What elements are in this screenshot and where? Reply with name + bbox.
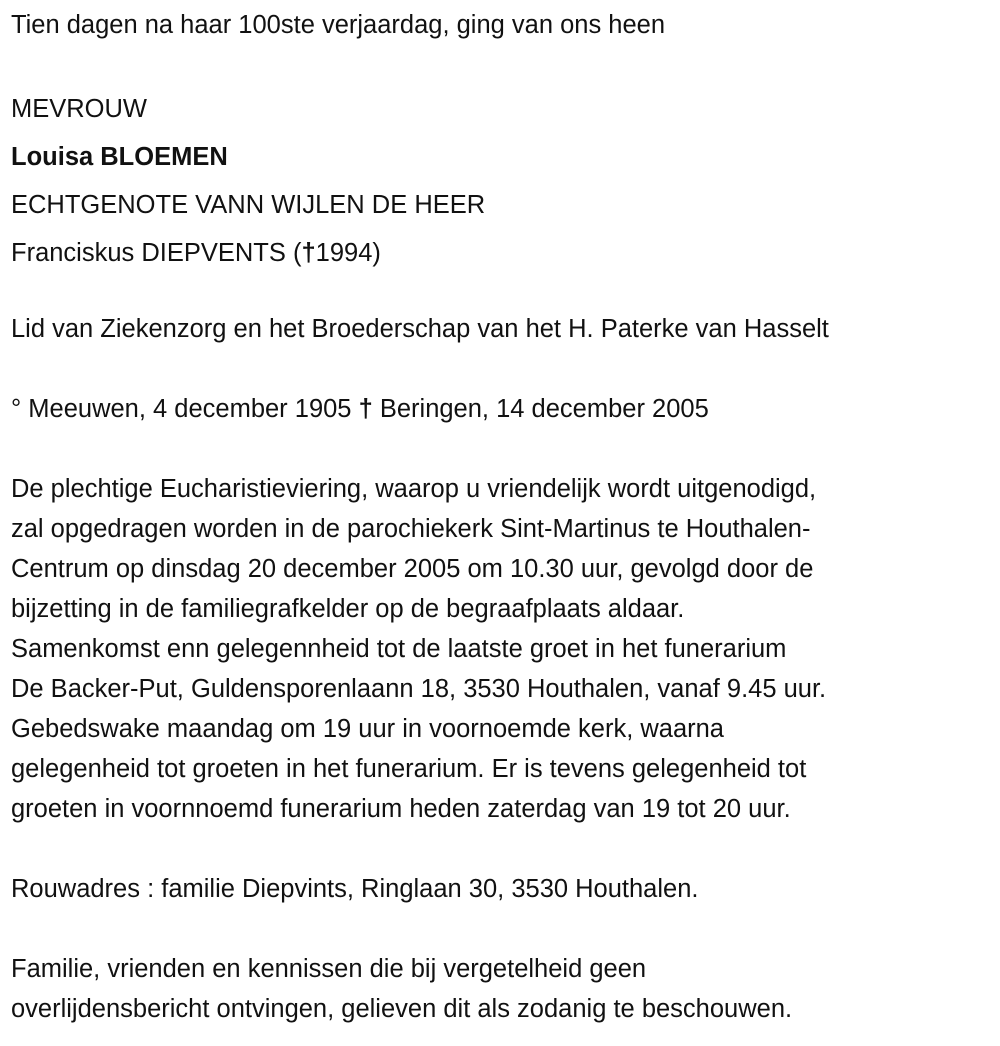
paragraph-line: Gebedswake maandag om 19 uur in voornoemde kerk, waarna bbox=[11, 715, 724, 743]
membership-text: Lid van Ziekenzorg en het Broederschap van het H. Paterke van Hasselt bbox=[11, 315, 829, 343]
title-prefix: MEVROUW bbox=[11, 95, 147, 123]
cross-icon: † bbox=[358, 395, 373, 423]
death-text: Beringen, 14 december 2005 bbox=[372, 395, 709, 423]
paragraph-line: groeten in voornnoemd funerarium heden zaterdag van 19 tot 20 uur. bbox=[11, 795, 791, 823]
spouse-death-year: 1994) bbox=[315, 239, 381, 267]
paragraph-line: De Backer-Put, Guldensporenlaann 18, 3530 Houthalen, vanaf 9.45 uur. bbox=[11, 675, 827, 703]
cross-icon: † bbox=[301, 239, 316, 267]
intro-text: Tien dagen na haar 100ste verjaardag, ging van ons heen bbox=[11, 11, 666, 39]
paragraph-line: Familie, vrienden en kennissen die bij vergetelheid geen bbox=[11, 955, 647, 983]
birth-death-line bbox=[11, 389, 1000, 429]
spouse-line bbox=[11, 229, 1000, 277]
mourning-address: Rouwadres : familie Diepvints, Ringlaan 30, 3530 Houthalen. bbox=[11, 875, 699, 903]
death-notice bbox=[11, 5, 1000, 1029]
paragraph-line: Centrum op dinsdag 20 december 2005 om 10.30 uur, gevolgd door de bbox=[11, 555, 814, 583]
spouse-label: ECHTGENOTE VANN WIJLEN DE HEER bbox=[11, 191, 486, 219]
paragraph-line: zal opgedragen worden in de parochiekerk Sint-Martinus te Houthalen- bbox=[11, 515, 811, 543]
paragraph-line: overlijdensbericht ontvingen, gelieven dit als zodanig te beschouwen. bbox=[11, 995, 793, 1023]
spouse-name: Franciskus DIEPVENTS ( bbox=[11, 239, 302, 267]
paragraph-line: gelegenheid tot groeten in het funerarium. Er is tevens gelegenheid tot bbox=[11, 755, 807, 783]
deceased-name: Louisa BLOEMEN bbox=[11, 143, 228, 171]
ceremony-paragraph bbox=[11, 469, 1000, 829]
paragraph-line: bijzetting in de familiegrafkelder op de begraafplaats aldaar. bbox=[11, 595, 685, 623]
paragraph-line: Samenkomst enn gelegennheid tot de laatste groet in het funerarium bbox=[11, 635, 787, 663]
birth-text: ° Meeuwen, 4 december 1905 bbox=[11, 395, 359, 423]
closing-paragraph bbox=[11, 949, 1000, 1029]
paragraph-line: De plechtige Eucharistieviering, waarop u vriendelijk wordt uitgenodigd, bbox=[11, 475, 817, 503]
